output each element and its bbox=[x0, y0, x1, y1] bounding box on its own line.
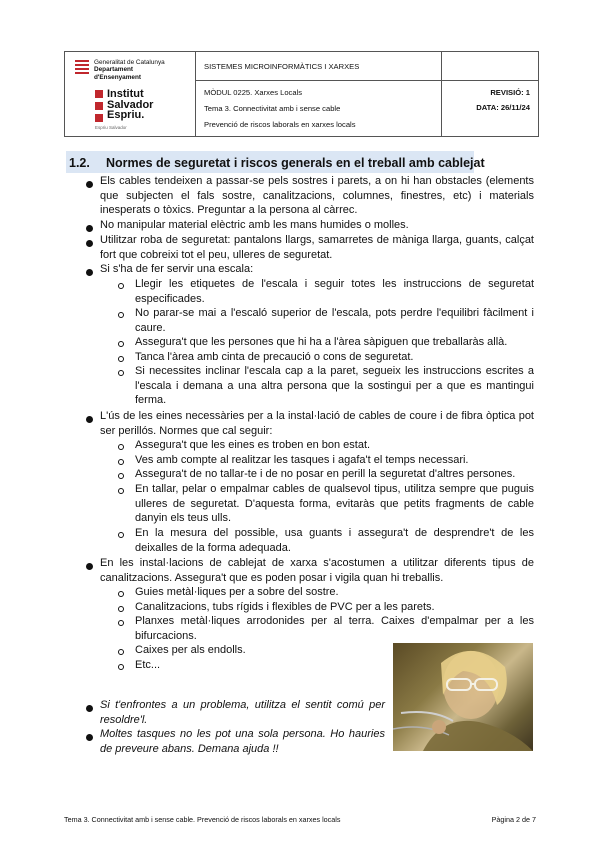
sub-bullet-icon bbox=[118, 606, 124, 612]
generalitat-logo-text: Generalitat de Catalunya Departament d'Ensenyament bbox=[94, 59, 165, 81]
bullet-icon bbox=[86, 269, 93, 276]
sub-bullet-icon bbox=[118, 370, 124, 376]
institut-logo-text: Institut Salvador Espriu. bbox=[107, 88, 154, 121]
generalitat-logo-icon bbox=[75, 59, 89, 77]
sub-bullet-icon bbox=[118, 532, 124, 538]
list-item: En les instal·lacions de cablejat de xarxa s'acostumen a utilitzar diferents tipus de canalitzacions. Assegura't que es poden posar i vigila quan hi treballis. bbox=[100, 557, 534, 584]
sub-bullet-icon bbox=[118, 664, 124, 670]
sub-bullet-icon bbox=[118, 283, 124, 289]
bullet-icon bbox=[86, 734, 93, 741]
revision-label: REVISIÓ: 1 bbox=[490, 88, 530, 97]
bullet-icon bbox=[86, 240, 93, 247]
sub-bullet-icon bbox=[118, 341, 124, 347]
topic-name: Tema 3. Connectivitat amb i sense cable bbox=[204, 104, 341, 113]
course-title: SISTEMES MICROINFORMÀTICS I XARXES bbox=[204, 62, 360, 71]
sub-list-item: Assegura't que les persones que hi ha a l'àrea sàpiguen que treballaràs allà. bbox=[135, 336, 508, 348]
sub-bullet-icon bbox=[118, 356, 124, 362]
sub-list-item: Assegura't que les eines es troben en bon estat. bbox=[135, 439, 371, 451]
list-item: Si s'ha de fer servir una escala: bbox=[100, 263, 254, 275]
sub-bullet-icon bbox=[118, 649, 124, 655]
sub-bullet-icon bbox=[118, 591, 124, 597]
list-item: Moltes tasques no les pot una sola persona. Ho hauries de preveure abans. Demana ajuda !! bbox=[100, 728, 385, 755]
list-item: Els cables tendeixen a passar-se pels sostres i parets, a on hi han obstacles (elements que subjecten el fals sostre, canalitzacions, columnes, finestres, etc) i materials inesperats o tòxics. Preguntar a la persona al càrrec. bbox=[100, 175, 534, 216]
sub-bullet-icon bbox=[118, 312, 124, 318]
sub-list-item: Tanca l'àrea amb cinta de precaució o cons de seguretat. bbox=[135, 351, 414, 363]
bullet-icon bbox=[86, 181, 93, 188]
institut-logo-subtext: Espriu Salvador bbox=[95, 125, 127, 130]
worker-with-safety-glasses-image bbox=[393, 643, 533, 751]
sub-list-item: Si necessites inclinar l'escala cap a la paret, segueix les instruccions escrites a l'escala i demana a una altra persona que la sostingui per a que es mantingui ferma. bbox=[135, 365, 534, 406]
module-name: MÒDUL 0225. Xarxes Locals bbox=[204, 88, 303, 97]
sub-list-item: En tallar, pelar o empalmar cables de qualsevol tipus, utilitza sempre que puguis ulleres de seguretat. D'aquesta forma, evitaràs que petits fragments de cable danyin els teus ulls. bbox=[135, 483, 534, 524]
sub-list-item: Assegura't de no tallar-te i de no posar en perill la seguretat d'altres persones. bbox=[135, 468, 516, 480]
sub-list-item: Caixes per als endolls. bbox=[135, 644, 246, 656]
page-number: Pàgina 2 de 7 bbox=[491, 815, 536, 824]
section-title: Normes de seguretat i riscos generals en el treball amb cablejat bbox=[106, 156, 485, 170]
list-item: L'ús de les eines necessàries per a la instal·lació de cables de coure i de fibra òptica pot ser perillós. Normes que cal seguir: bbox=[100, 410, 534, 437]
subtopic-name: Prevenció de riscos laborals en xarxes locals bbox=[204, 120, 356, 129]
bullet-icon bbox=[86, 416, 93, 423]
document-header bbox=[64, 51, 539, 137]
worker-photo bbox=[393, 643, 533, 751]
sub-list-item: Etc... bbox=[135, 659, 161, 671]
institut-logo-icon bbox=[95, 90, 103, 122]
sub-list-item: Planxes metàl·liques arrodonides per al terra. Caixes d'empalmar per a les bifurcacions. bbox=[135, 615, 534, 642]
sub-bullet-icon bbox=[118, 444, 124, 450]
sub-bullet-icon bbox=[118, 488, 124, 494]
sub-bullet-icon bbox=[118, 459, 124, 465]
bullet-icon bbox=[86, 705, 93, 712]
list-item: No manipular material elèctric amb les mans humides o molles. bbox=[100, 219, 409, 231]
footer-text: Tema 3. Connectivitat amb i sense cable. Prevenció de riscos laborals en xarxes locals bbox=[64, 815, 341, 824]
bullet-icon bbox=[86, 225, 93, 232]
sub-bullet-icon bbox=[118, 473, 124, 479]
bullet-icon bbox=[86, 563, 93, 570]
sub-list-item: Llegir les etiquetes de l'escala i seguir totes les instruccions de seguretat especificades. bbox=[135, 278, 534, 305]
sub-list-item: Guies metàl·liques per a sobre del sostre. bbox=[135, 586, 339, 598]
sub-list-item: Canalitzacions, tubs rígids i flexibles de PVC per a les parets. bbox=[135, 601, 435, 613]
sub-list-item: En la mesura del possible, usa guants i assegura't de desprendre't de les deixalles de la forma adequada. bbox=[135, 527, 534, 554]
section-number: 1.2. bbox=[69, 156, 90, 170]
sub-list-item: Ves amb compte al realitzar les tasques i agafa't el temps necessari. bbox=[135, 454, 469, 466]
sub-bullet-icon bbox=[118, 620, 124, 626]
list-item: Si t'enfrontes a un problema, utilitza el sentit comú per resoldre'l. bbox=[100, 699, 385, 726]
list-item: Utilitzar roba de seguretat: pantalons llargs, samarretes de màniga llarga, guants, calçat fort que cobreixi tot el peu, ulleres de seguretat. bbox=[100, 234, 534, 261]
date-label: DATA: 26/11/24 bbox=[476, 103, 530, 112]
sub-list-item: No parar-se mai a l'escaló superior de l'escala, pots perdre l'equilibri fàcilment i caure. bbox=[135, 307, 534, 334]
